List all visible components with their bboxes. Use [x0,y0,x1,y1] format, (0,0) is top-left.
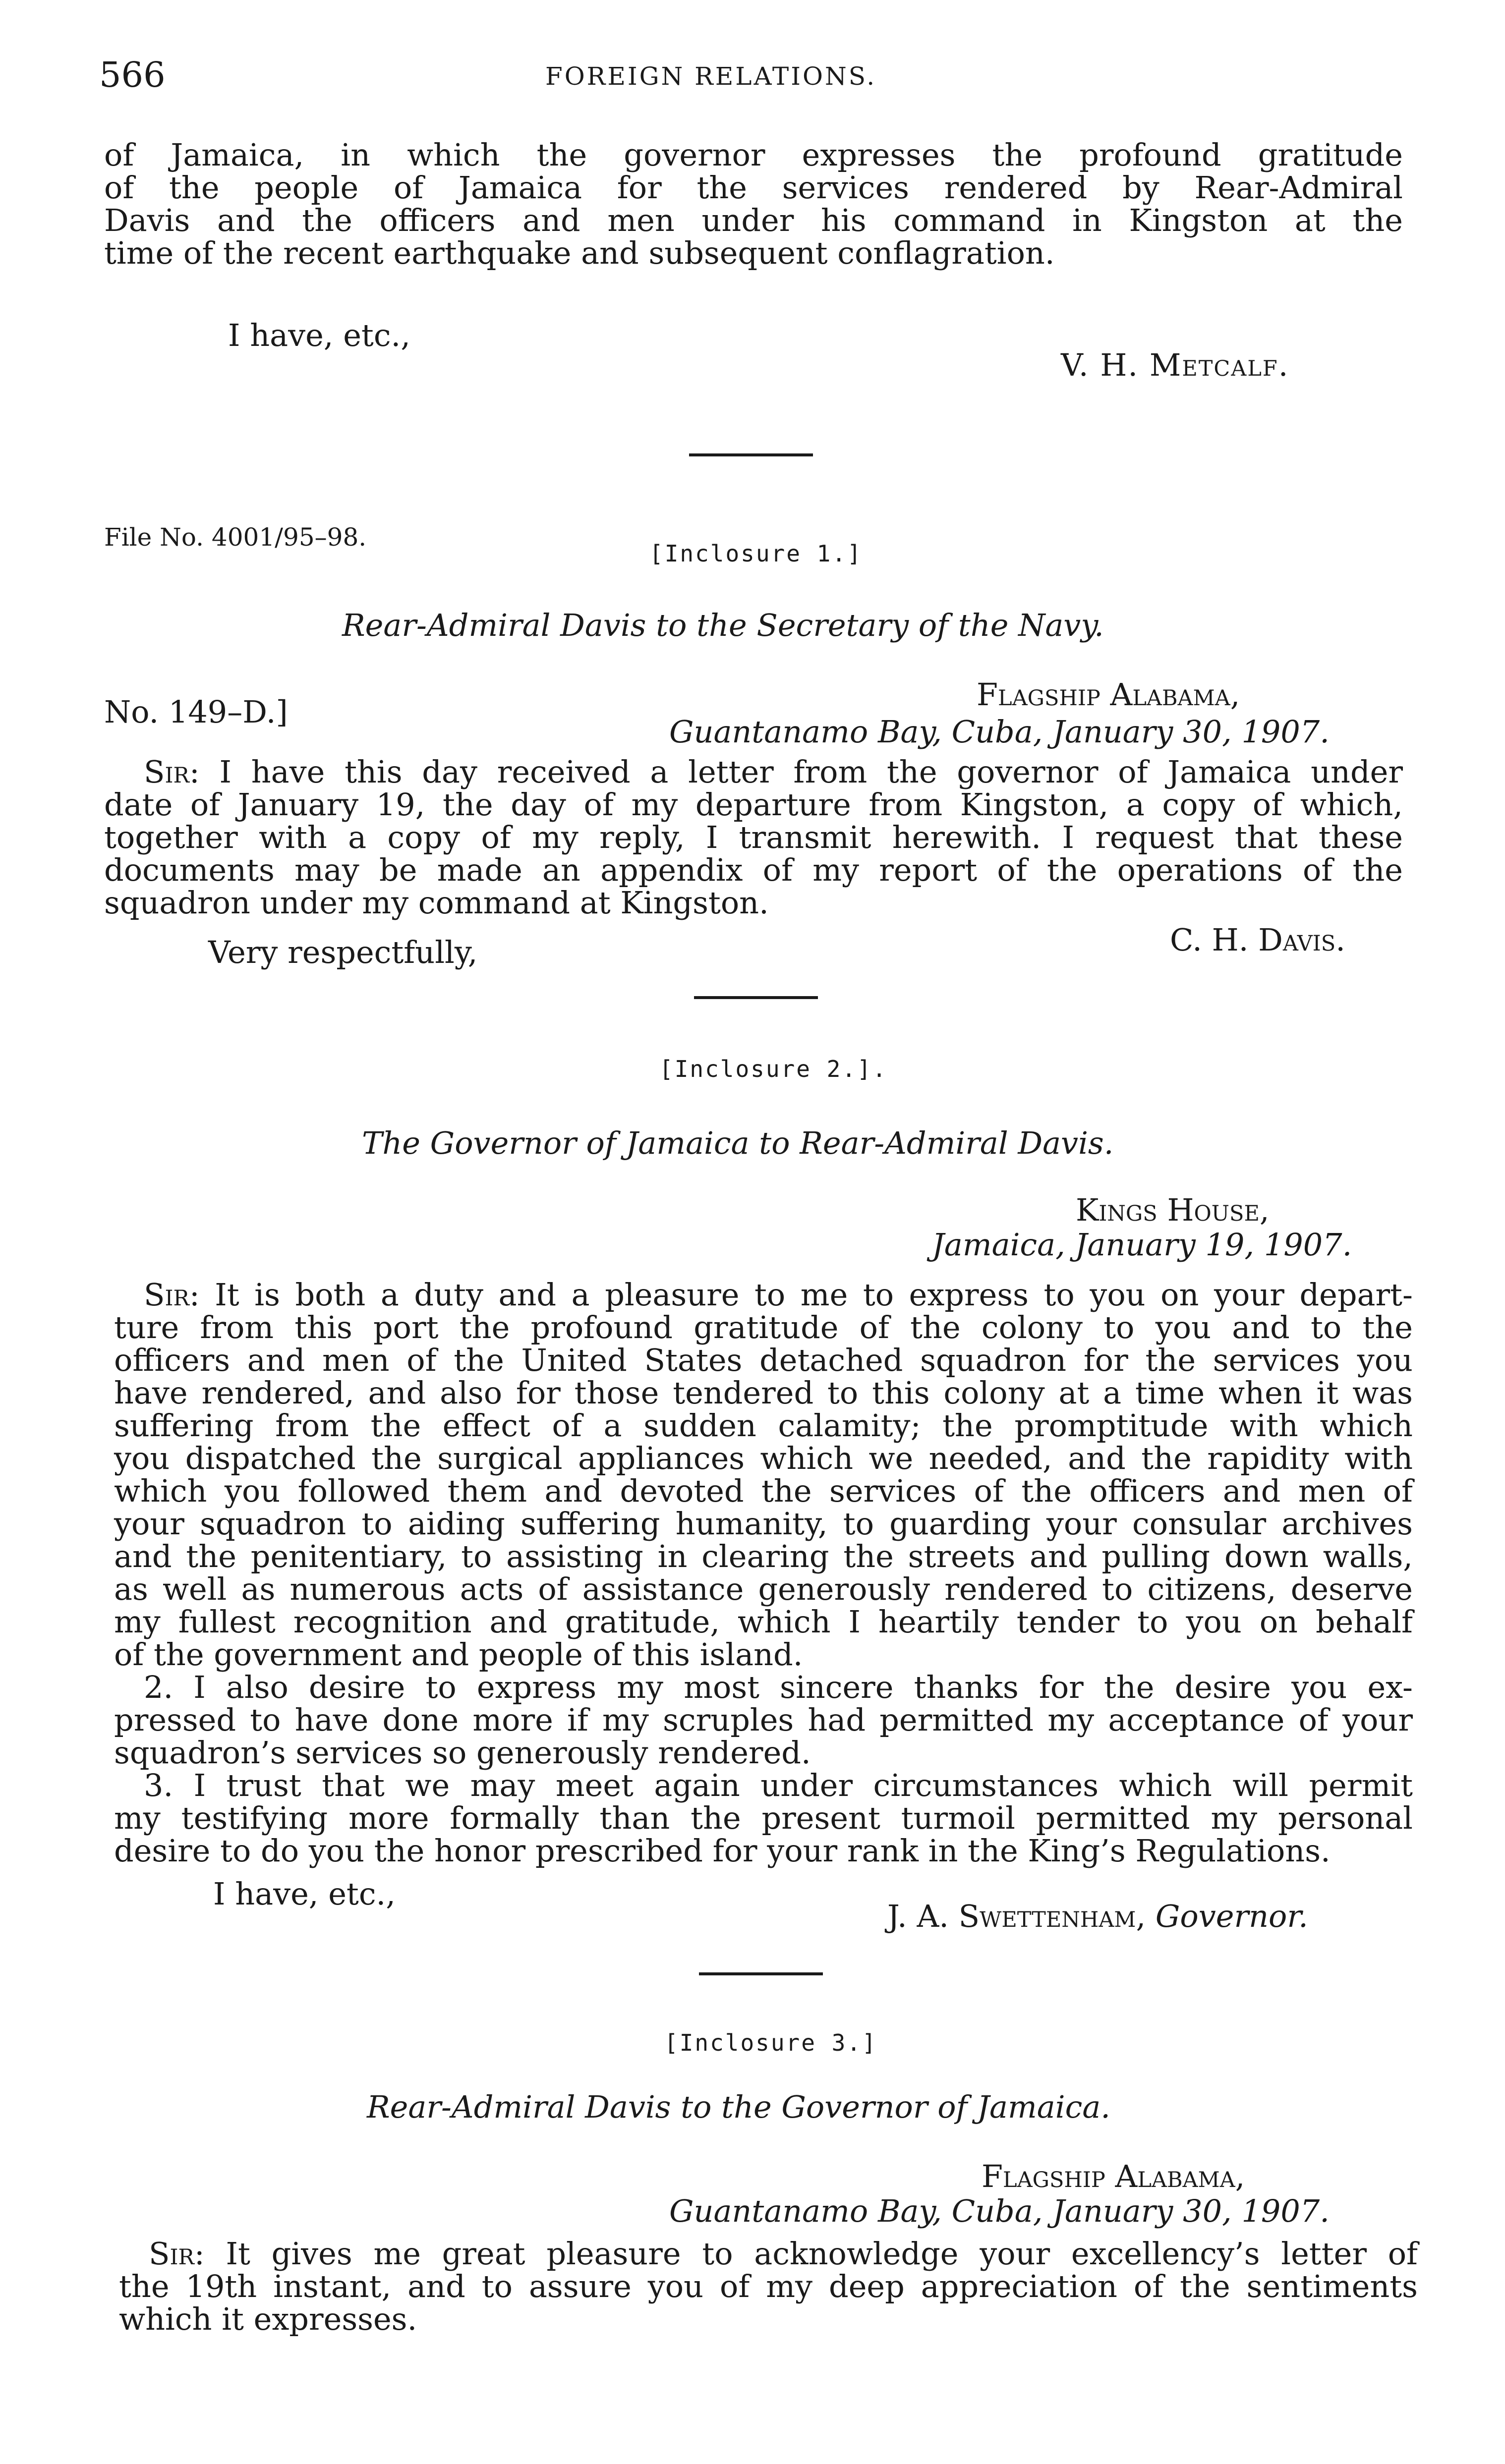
text-line: ture from this port the profound gratitude of the colony to you and to the [114,1309,1413,1345]
opening-paragraph [104,139,1403,270]
letter-place: Flagship Alabama, [977,676,1240,713]
opening-closing: I have, etc., [228,317,410,353]
divider [689,453,813,456]
text-line: 2. I also desire to express my most sincere thanks for the desire you ex- [144,1669,1413,1705]
text-line: together with a copy of my reply, I transmit herewith. I request that these [104,819,1403,855]
inclosure-label: [Inclosure 2.]. [659,1056,888,1082]
signature-title: Governor. [1155,1898,1308,1934]
text-line: It gives me great pleasure to acknowledge your excellency’s letter of [226,2236,1418,2272]
running-title: FOREIGN RELATIONS. [545,62,877,91]
text-line: of Jamaica, in which the governor expresses the profound gratitude [104,137,1403,173]
inclosure1-signature: C. H. Davis. [1170,922,1345,958]
signature-name: J. A. Swettenham, [887,1898,1146,1934]
inclosure2-body [114,1279,1413,1867]
inclosure2-signature [887,1898,1308,1934]
text-line: desire to do you the honor prescribed for your rank in the King’s Regulations. [114,1833,1331,1869]
salutation: Sir: [144,754,200,790]
text-line: squadron under my command at Kingston. [104,885,769,921]
text-line: time of the recent earthquake and subsequent conflagration. [104,235,1055,271]
text-line: squadron’s services so generously rendered. [114,1735,811,1771]
text-line: date of January 19, the day of my departure from Kingston, a copy of which, [104,786,1403,823]
inclosure2-closing: I have, etc., [213,1876,396,1912]
text-line: my fullest recognition and gratitude, which I heartily tender to you on behalf [114,1604,1413,1640]
text-line: your squadron to aiding suffering humanity, to guarding your consular archives [114,1506,1413,1542]
text-line: which it expresses. [119,2301,417,2337]
text-line: I have this day received a letter from the governor of Jamaica under [219,754,1403,790]
text-line: 3. I trust that we may meet again under circumstances which will permit [144,1767,1413,1803]
letter-dateline: Jamaica, January 19, 1907. [932,1227,1352,1263]
letter-title: Rear-Admiral Davis to the Secretary of the Navy. [342,607,1104,643]
letter-dateline: Guantanamo Bay, Cuba, January 30, 1907. [669,714,1330,750]
text-line: you dispatched the surgical appliances which we needed, and the rapidity with [114,1440,1413,1476]
text-line: have rendered, and also for those tendered to this colony at a time when it was [114,1375,1413,1411]
page-number: 566 [99,55,166,95]
salutation: Sir: [149,2236,205,2272]
text-line: It is both a duty and a pleasure to me to express to you on your depart- [215,1277,1413,1313]
text-line: my testifying more formally than the present turmoil permitted my personal [114,1800,1413,1836]
divider [699,1972,823,1975]
text-line: the 19th instant, and to assure you of my deep appreciation of the sentiments [119,2268,1418,2304]
text-line: officers and men of the United States detached squadron for the services you [114,1342,1413,1378]
letter-place: Flagship Alabama, [982,2158,1245,2194]
text-line: as well as numerous acts of assistance generously rendered to citizens, deserve [114,1571,1413,1607]
inclosure1-body [104,756,1403,919]
text-line: and the penitentiary, to assisting in clearing the streets and pulling down walls, [114,1538,1413,1574]
letter-title: Rear-Admiral Davis to the Governor of Jamaica. [367,2089,1110,2125]
inclosure3-body [119,2238,1418,2336]
opening-signature: V. H. Metcalf. [1061,347,1289,383]
inclosure-label: [Inclosure 1.] [649,540,863,567]
inclosure-label: [Inclosure 3.] [664,2029,877,2056]
text-line: which you followed them and devoted the services of the officers and men of [114,1473,1413,1509]
file-number: File No. 4001/95–98. [104,523,367,552]
letter-dateline: Guantanamo Bay, Cuba, January 30, 1907. [669,2193,1330,2229]
divider [694,996,818,999]
text-line: suffering from the effect of a sudden calamity; the promptitude with which [114,1407,1413,1444]
letter-place: Kings House, [1076,1192,1270,1228]
salutation: Sir: [144,1277,200,1313]
text-line: of the people of Jamaica for the services rendered by Rear-Admiral [104,169,1403,206]
letter-number: No. 149–D.] [104,694,288,730]
text-line: Davis and the officers and men under his command in Kingston at the [104,202,1403,238]
text-line: of the government and people of this island. [114,1636,803,1673]
text-line: pressed to have done more if my scruples had permitted my acceptance of your [114,1702,1413,1738]
letter-title: The Governor of Jamaica to Rear-Admiral Davis. [362,1125,1114,1161]
inclosure1-closing: Very respectfully, [208,934,478,970]
text-line: documents may be made an appendix of my report of the operations of the [104,852,1403,888]
